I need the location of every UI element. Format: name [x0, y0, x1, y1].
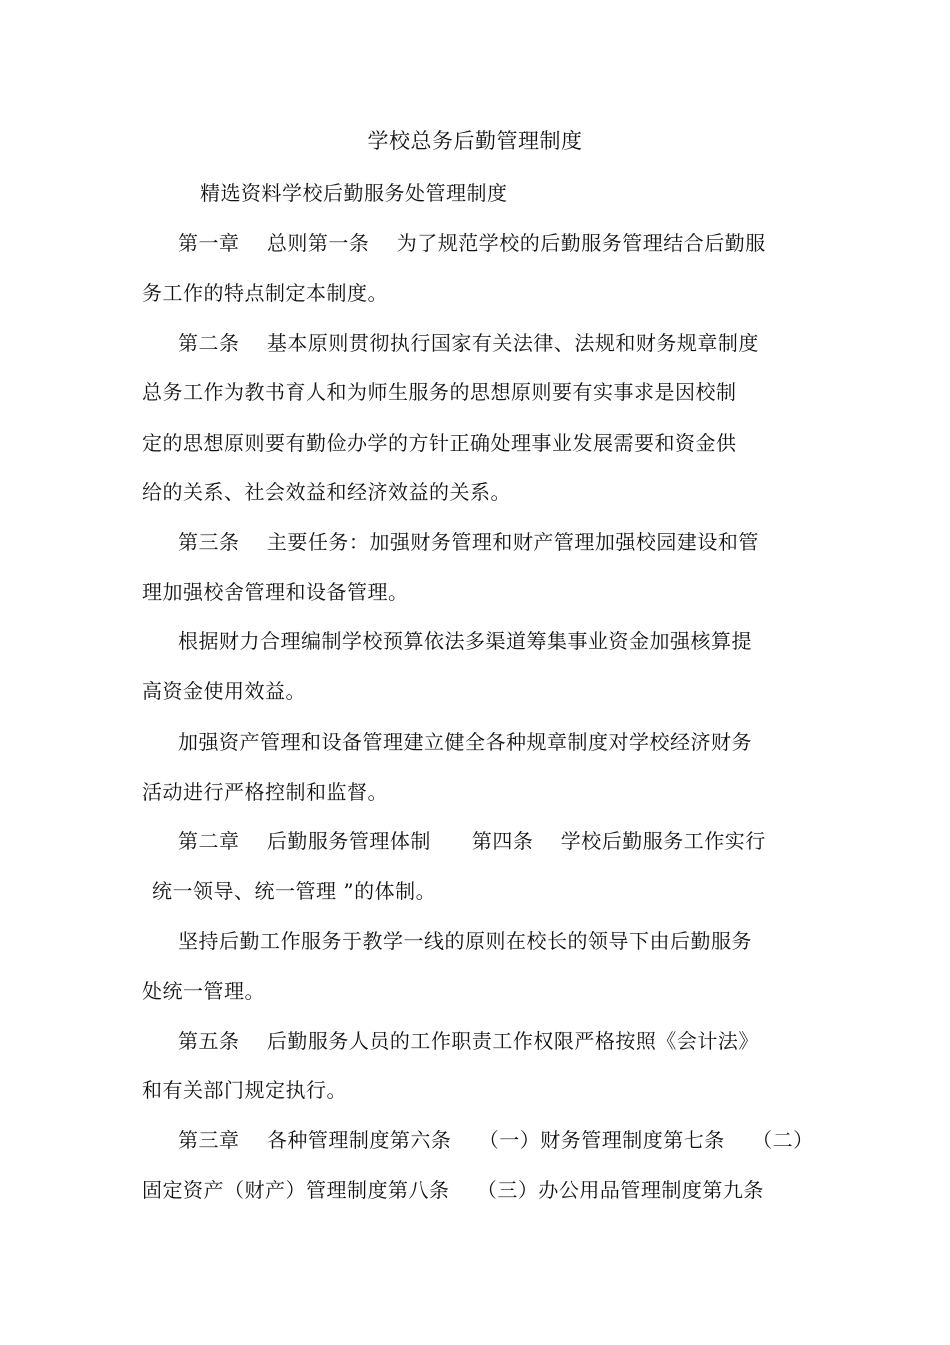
- text-line: 第三章 各种管理制度第六条 （一）财务管理制度第七条 （二）: [178, 1128, 814, 1152]
- text-line: 给的关系、社会效益和经济效益的关系。: [142, 480, 511, 504]
- text-line: 第五条 后勤服务人员的工作职责工作权限严格按照《会计法》: [178, 1029, 759, 1053]
- text-line: 理加强校舍管理和设备管理。: [142, 580, 409, 604]
- text-line: 统一领导、统一管理 ”的体制。: [152, 879, 437, 903]
- text-line: 第一章 总则第一条 为了规范学校的后勤服务管理结合后勤服: [178, 231, 766, 255]
- text-line: 活动进行严格控制和监督。: [142, 780, 388, 804]
- text-line: 和有关部门规定执行。: [142, 1078, 347, 1102]
- text-line: 总务工作为教书育人和为师生服务的思想原则要有实事求是因校制: [142, 380, 737, 404]
- text-line: 加强资产管理和设备管理建立健全各种规章制度对学校经济财务: [178, 730, 752, 754]
- text-line: 处统一管理。: [142, 979, 265, 1003]
- text-line: 第三条 主要任务：加强财务管理和财产管理加强校园建设和管: [178, 530, 759, 554]
- text-line: 第二章 后勤服务管理体制 第四条 学校后勤服务工作实行: [178, 829, 766, 853]
- text-line: 坚持后勤工作服务于教学一线的原则在校长的领导下由后勤服务: [178, 929, 752, 953]
- document-subtitle: 精选资料学校后勤服务处管理制度: [200, 181, 508, 205]
- text-line: 务工作的特点制定本制度。: [142, 281, 388, 305]
- text-line: 定的思想原则要有勤俭办学的方针正确处理事业发展需要和资金供: [142, 431, 737, 455]
- text-line: 固定资产（财产）管理制度第八条 （三）办公用品管理制度第九条: [142, 1178, 764, 1202]
- text-line: 高资金使用效益。: [142, 679, 306, 703]
- text-line: 根据财力合理编制学校预算依法多渠道筹集事业资金加强核算提: [178, 629, 752, 653]
- text-line: 第二条 基本原则贯彻执行国家有关法律、法规和财务规章制度: [178, 331, 759, 355]
- document-title: 学校总务后勤管理制度: [367, 129, 583, 153]
